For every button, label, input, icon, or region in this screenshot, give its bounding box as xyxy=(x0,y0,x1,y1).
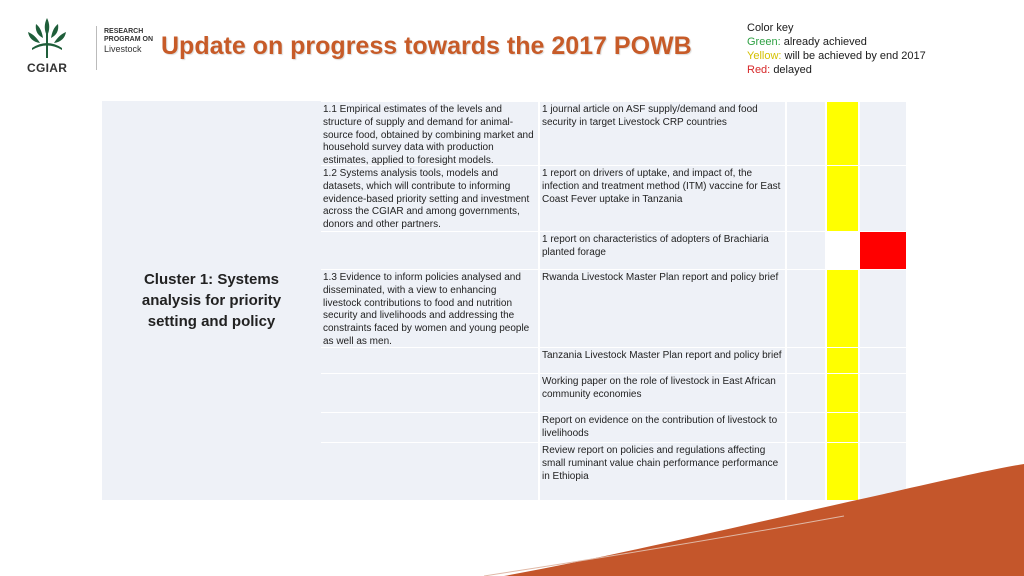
table-row xyxy=(321,373,906,412)
output-cell xyxy=(321,374,540,412)
status-red-cell xyxy=(860,232,906,269)
status-red-cell xyxy=(860,166,906,231)
output-cell xyxy=(321,348,540,373)
status-green-cell xyxy=(787,348,827,373)
output-cell: 1.3 Evidence to inform policies analysed and disseminated, with a view to enhancing livestock contributions to food and nutrition security and livelihoods and addressing the constraints faced by women and young people as well as men. xyxy=(321,270,540,347)
table-row xyxy=(321,231,906,269)
table-row xyxy=(321,412,906,442)
table-row xyxy=(321,165,906,231)
status-red-cell xyxy=(860,348,906,373)
status-green-cell xyxy=(787,270,827,347)
legend-key-yellow: Yellow: xyxy=(747,50,782,62)
program-brand: Livestock xyxy=(104,44,142,54)
legend-item-yellow xyxy=(747,49,926,63)
status-green-cell xyxy=(787,232,827,269)
cluster-label: Cluster 1: Systems analysis for priority setting and policy xyxy=(141,271,282,330)
cgiar-livestock-logo xyxy=(22,14,152,76)
deliverable-cell: Tanzania Livestock Master Plan report and policy brief xyxy=(540,348,787,373)
deliverable-cell: Report on evidence on the contribution of livestock to livelihoods xyxy=(540,413,787,442)
legend-key-green: Green: xyxy=(747,36,781,48)
legend-desc-red: delayed xyxy=(773,64,812,76)
status-red-cell xyxy=(860,374,906,412)
table-row xyxy=(321,269,906,347)
decorative-wave xyxy=(484,456,1024,576)
status-green-cell xyxy=(787,413,827,442)
status-yellow-cell xyxy=(827,413,860,442)
deliverable-cell: 1 report on drivers of uptake, and impact of, the infection and treatment method (ITM) vaccine for East Coast Fever uptake in Tanzania xyxy=(540,166,787,231)
color-key-legend xyxy=(747,21,926,77)
status-red-cell xyxy=(860,102,906,165)
status-yellow-cell xyxy=(827,348,860,373)
deliverable-cell: Review report on policies and regulations affecting small ruminant value chain performance performance in Ethiopia xyxy=(540,443,787,500)
legend-desc-yellow: will be achieved by end 2017 xyxy=(784,50,926,62)
status-green-cell xyxy=(787,166,827,231)
deliverable-cell: 1 report on characteristics of adopters of Brachiaria planted forage xyxy=(540,232,787,269)
status-yellow-cell xyxy=(827,102,860,165)
output-cell xyxy=(321,232,540,269)
table-row xyxy=(321,347,906,373)
logo-divider xyxy=(96,26,97,70)
cgiar-wheat-logo-icon xyxy=(22,14,72,60)
status-yellow-cell xyxy=(827,374,860,412)
program-line-1: RESEARCH xyxy=(104,28,144,35)
output-cell xyxy=(321,413,540,442)
cgiar-wordmark: CGIAR xyxy=(27,61,68,75)
deliverable-cell: Rwanda Livestock Master Plan report and policy brief xyxy=(540,270,787,347)
status-yellow-cell xyxy=(827,232,860,269)
deliverable-cell: Working paper on the role of livestock in East African community economies xyxy=(540,374,787,412)
output-cell: 1.1 Empirical estimates of the levels and structure of supply and demand for animal-source food, obtained by combining market and household survey data with production estimates, applied to foresight models. xyxy=(321,102,540,165)
status-yellow-cell xyxy=(827,270,860,347)
progress-table xyxy=(102,101,906,500)
program-line-2: PROGRAM ON xyxy=(104,36,153,43)
legend-item-red xyxy=(747,63,926,77)
cluster-cell xyxy=(102,101,321,500)
table-row xyxy=(321,101,906,165)
legend-item-green xyxy=(747,35,926,49)
status-green-cell xyxy=(787,374,827,412)
status-yellow-cell xyxy=(827,166,860,231)
legend-key-red: Red: xyxy=(747,64,771,76)
program-wordmark xyxy=(104,28,164,53)
deliverable-cell: 1 journal article on ASF supply/demand and food security in target Livestock CRP countries xyxy=(540,102,787,165)
output-cell: 1.2 Systems analysis tools, models and datasets, which will contribute to informing evidence-based priority setting and investment across the CGIAR and among governments, donors and other partners. xyxy=(321,166,540,231)
legend-title: Color key xyxy=(747,22,794,34)
status-red-cell xyxy=(860,413,906,442)
status-green-cell xyxy=(787,102,827,165)
status-red-cell xyxy=(860,270,906,347)
legend-desc-green: already achieved xyxy=(783,36,867,48)
slide-title: Update on progress towards the 2017 POWB xyxy=(161,32,692,60)
